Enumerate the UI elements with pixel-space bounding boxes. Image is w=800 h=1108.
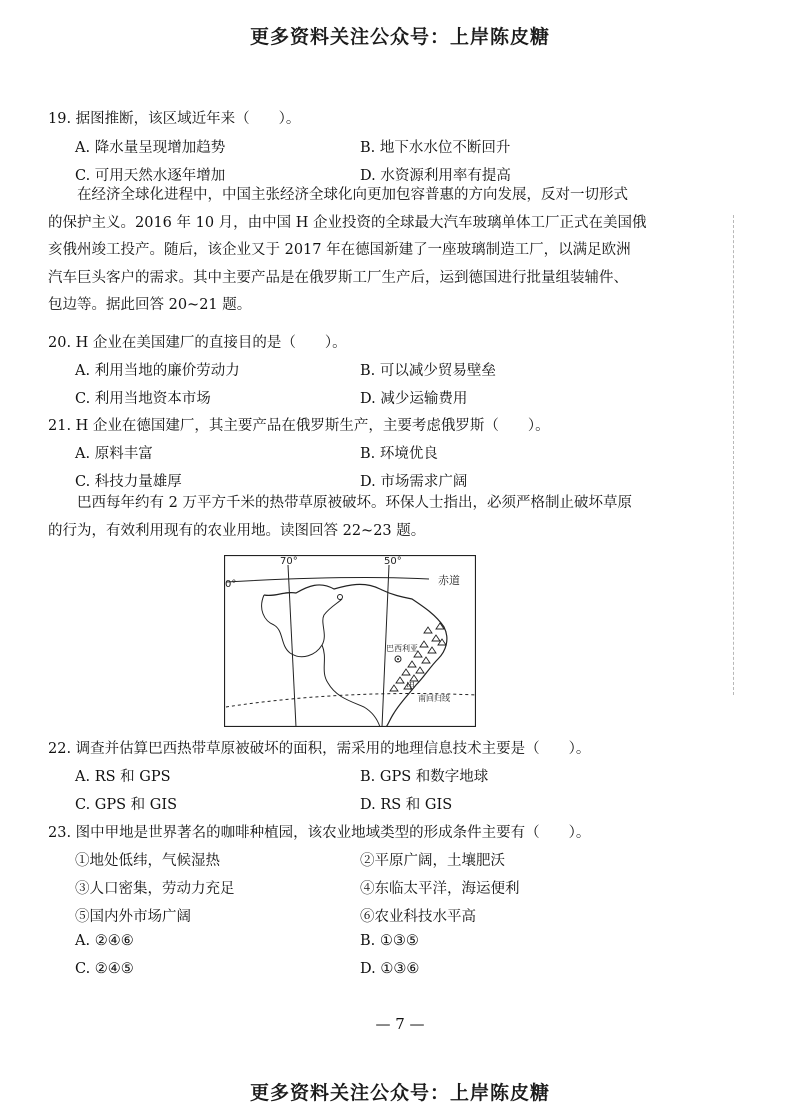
question-19-stem: 19. 据图推断，该区域近年来（ ）。 bbox=[48, 111, 301, 127]
label-70: 70° bbox=[280, 556, 298, 567]
q23-option-d: D. ①③⑥ bbox=[360, 961, 420, 977]
q19-option-d: D. 水资源利用率有提高 bbox=[360, 168, 511, 184]
page-number: — 7 — bbox=[375, 1015, 425, 1033]
passage1-line-3: 亥俄州竣工投产。随后，该企业又于 2017 年在德国新建了一座玻璃制造工厂，以满足欧洲 bbox=[48, 242, 631, 258]
q23-option-c: C. ②④⑤ bbox=[75, 961, 134, 977]
label-equator: 赤道 bbox=[438, 574, 460, 587]
label-tropic: 南回归线 bbox=[418, 694, 450, 703]
question-23-stem: 23. 图中甲地是世界著名的咖啡种植园，该农业地域类型的形成条件主要有（ ）。 bbox=[48, 825, 591, 841]
q23-condition-4: ④东临太平洋，海运便利 bbox=[360, 881, 520, 897]
passage2-line-1: 巴西每年约有 2 万平方千米的热带草原被破坏。环保人士指出，必须严格制止破坏草原 bbox=[77, 495, 632, 511]
q23-condition-3: ③人口密集，劳动力充足 bbox=[75, 881, 235, 897]
q23-option-b: B. ①③⑤ bbox=[360, 933, 419, 949]
q22-option-a: A. RS 和 GPS bbox=[75, 769, 171, 785]
q20-option-d: D. 减少运输费用 bbox=[360, 391, 468, 407]
q23-option-a: A. ②④⑥ bbox=[75, 933, 134, 949]
question-22-stem: 22. 调查并估算巴西热带草原被破坏的面积，需采用的地理信息技术主要是（ ）。 bbox=[48, 741, 591, 757]
q23-condition-1: ①地处低纬，气候湿热 bbox=[75, 853, 220, 869]
q19-option-a: A. 降水量呈现增加趋势 bbox=[75, 140, 226, 156]
q23-condition-2: ②平原广阔，土壤肥沃 bbox=[360, 853, 505, 869]
capital-dot bbox=[397, 658, 399, 660]
q23-condition-6: ⑥农业科技水平高 bbox=[360, 909, 476, 925]
q21-option-c: C. 科技力量雄厚 bbox=[75, 474, 182, 490]
passage2-line-2: 的行为，有效利用现有的农业用地。读图回答 22~23 题。 bbox=[48, 522, 426, 539]
passage1-line-4: 汽车巨头客户的需求。其中主要产品是在俄罗斯工厂生产后，运到德国进行批量组装辅件、 bbox=[48, 269, 628, 286]
q21-option-b: B. 环境优良 bbox=[360, 446, 438, 462]
label-jia: 甲 bbox=[406, 682, 416, 692]
passage-brazil-grassland bbox=[48, 490, 660, 545]
label-50: 50° bbox=[384, 556, 402, 567]
q20-option-a: A. 利用当地的廉价劳动力 bbox=[75, 363, 240, 379]
q21-option-a: A. 原料丰富 bbox=[75, 446, 153, 462]
brazil-map bbox=[224, 555, 476, 727]
q22-option-d: D. RS 和 GIS bbox=[360, 797, 453, 813]
passage-globalization bbox=[48, 182, 660, 320]
passage1-line-1: 在经济全球化进程中，中国主张经济全球化向更加包容普惠的方向发展，反对一切形式 bbox=[77, 187, 628, 203]
question-20-stem: 20. H 企业在美国建厂的直接目的是（ ）。 bbox=[48, 335, 347, 351]
footer-banner: 更多资料关注公众号：上岸陈皮糖 bbox=[249, 1082, 550, 1104]
q19-option-c: C. 可用天然水逐年增加 bbox=[75, 168, 226, 184]
passage1-line-2: 的保护主义。2016 年 10 月，由中国 H 企业投资的全球最大汽车玻璃单体工厂正式在美国俄 bbox=[48, 214, 647, 231]
label-0: 0° bbox=[225, 579, 237, 590]
q22-option-c: C. GPS 和 GIS bbox=[75, 797, 178, 813]
header-banner: 更多资料关注公众号：上岸陈皮糖 bbox=[249, 26, 550, 48]
question-21-stem: 21. H 企业在德国建厂，其主要产品在俄罗斯生产，主要考虑俄罗斯（ ）。 bbox=[48, 418, 550, 434]
q20-option-b: B. 可以减少贸易壁垒 bbox=[360, 363, 496, 379]
q22-option-b: B. GPS 和数字地球 bbox=[360, 769, 489, 785]
q19-option-b: B. 地下水水位不断回升 bbox=[360, 140, 511, 156]
label-capital: 巴西利亚 bbox=[386, 644, 418, 653]
q23-condition-5: ⑤国内外市场广阔 bbox=[75, 909, 191, 925]
q20-option-c: C. 利用当地资本市场 bbox=[75, 391, 211, 407]
binding-margin-line bbox=[733, 215, 734, 695]
passage1-line-5: 包边等。据此回答 20~21 题。 bbox=[48, 297, 252, 313]
q21-option-d: D. 市场需求广阔 bbox=[360, 474, 468, 490]
